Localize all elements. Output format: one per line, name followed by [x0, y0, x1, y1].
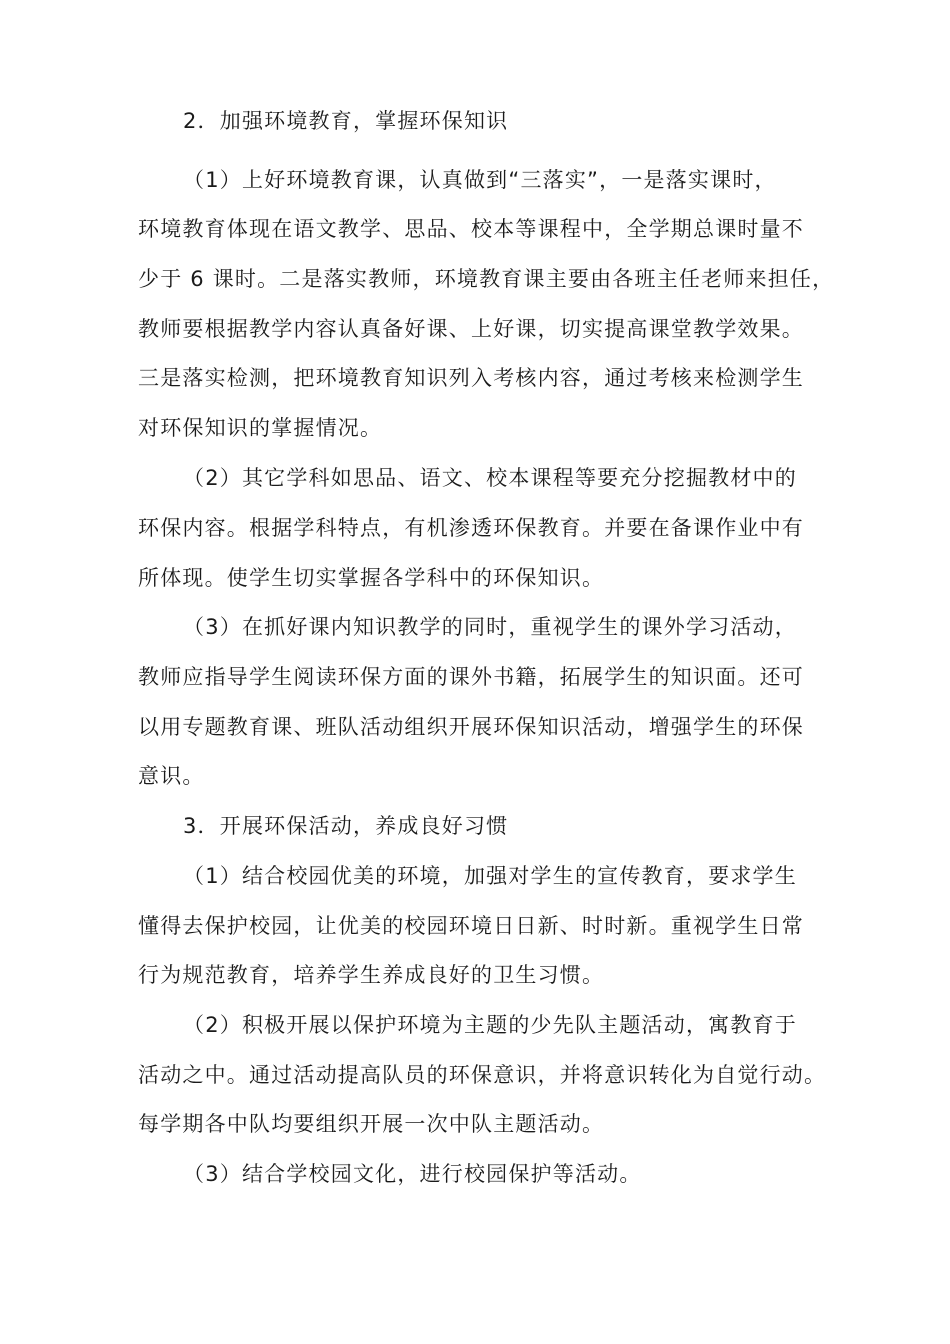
paragraph-line: 教师应指导学生阅读环保方面的课外书籍，拓展学生的知识面。还可: [138, 665, 804, 689]
paragraph-line: 环保内容。根据学科特点，有机渗透环保教育。并要在备课作业中有: [138, 516, 804, 540]
paragraph-line: 三是落实检测，把环境教育知识列入考核内容，通过考核来检测学生: [138, 366, 804, 390]
paragraph-line: 教师要根据教学内容认真备好课、上好课，切实提高课堂教学效果。: [138, 317, 804, 341]
paragraph-line: 环境教育体现在语文教学、思品、校本等课程中，全学期总课时量不: [138, 217, 804, 241]
paragraph-line: 每学期各中队均要组织开展一次中队主题活动。: [138, 1112, 605, 1136]
paragraph-line: （1）上好环境教育课，认真做到“三落实”，一是落实课时，: [183, 168, 777, 192]
paragraph-line: （1）结合校园优美的环境，加强对学生的宣传教育，要求学生: [183, 864, 797, 888]
paragraph-line: 行为规范教育，培养学生养成良好的卫生习惯。: [138, 963, 605, 987]
section-heading-2: 2．加强环境教育，掌握环保知识: [183, 109, 509, 133]
paragraph-line: 活动之中。通过活动提高队员的环保意识，并将意识转化为自觉行动。: [138, 1063, 827, 1087]
paragraph-line: 对环保知识的掌握情况。: [138, 416, 383, 440]
paragraph-line: 以用专题教育课、班队活动组织开展环保知识活动，增强学生的环保: [138, 715, 804, 739]
paragraph-line: 意识。: [138, 764, 205, 788]
section-heading-3: 3．开展环保活动，养成良好习惯: [183, 814, 509, 838]
paragraph-line: 所体现。使学生切实掌握各学科中的环保知识。: [138, 566, 605, 590]
paragraph-line: （2）积极开展以保护环境为主题的少先队主题活动，寓教育于: [183, 1013, 797, 1037]
paragraph-line: 懂得去保护校园，让优美的校园环境日日新、时时新。重视学生日常: [138, 914, 804, 938]
paragraph-line: （3）结合学校园文化，进行校园保护等活动。: [183, 1162, 642, 1186]
paragraph-line: 少于 6 课时。二是落实教师，环境教育课主要由各班主任老师来担任，: [138, 267, 835, 291]
paragraph-line: （3）在抓好课内知识教学的同时，重视学生的课外学习活动，: [183, 615, 797, 639]
paragraph-line: （2）其它学科如思品、语文、校本课程等要充分挖掘教材中的: [183, 466, 797, 490]
